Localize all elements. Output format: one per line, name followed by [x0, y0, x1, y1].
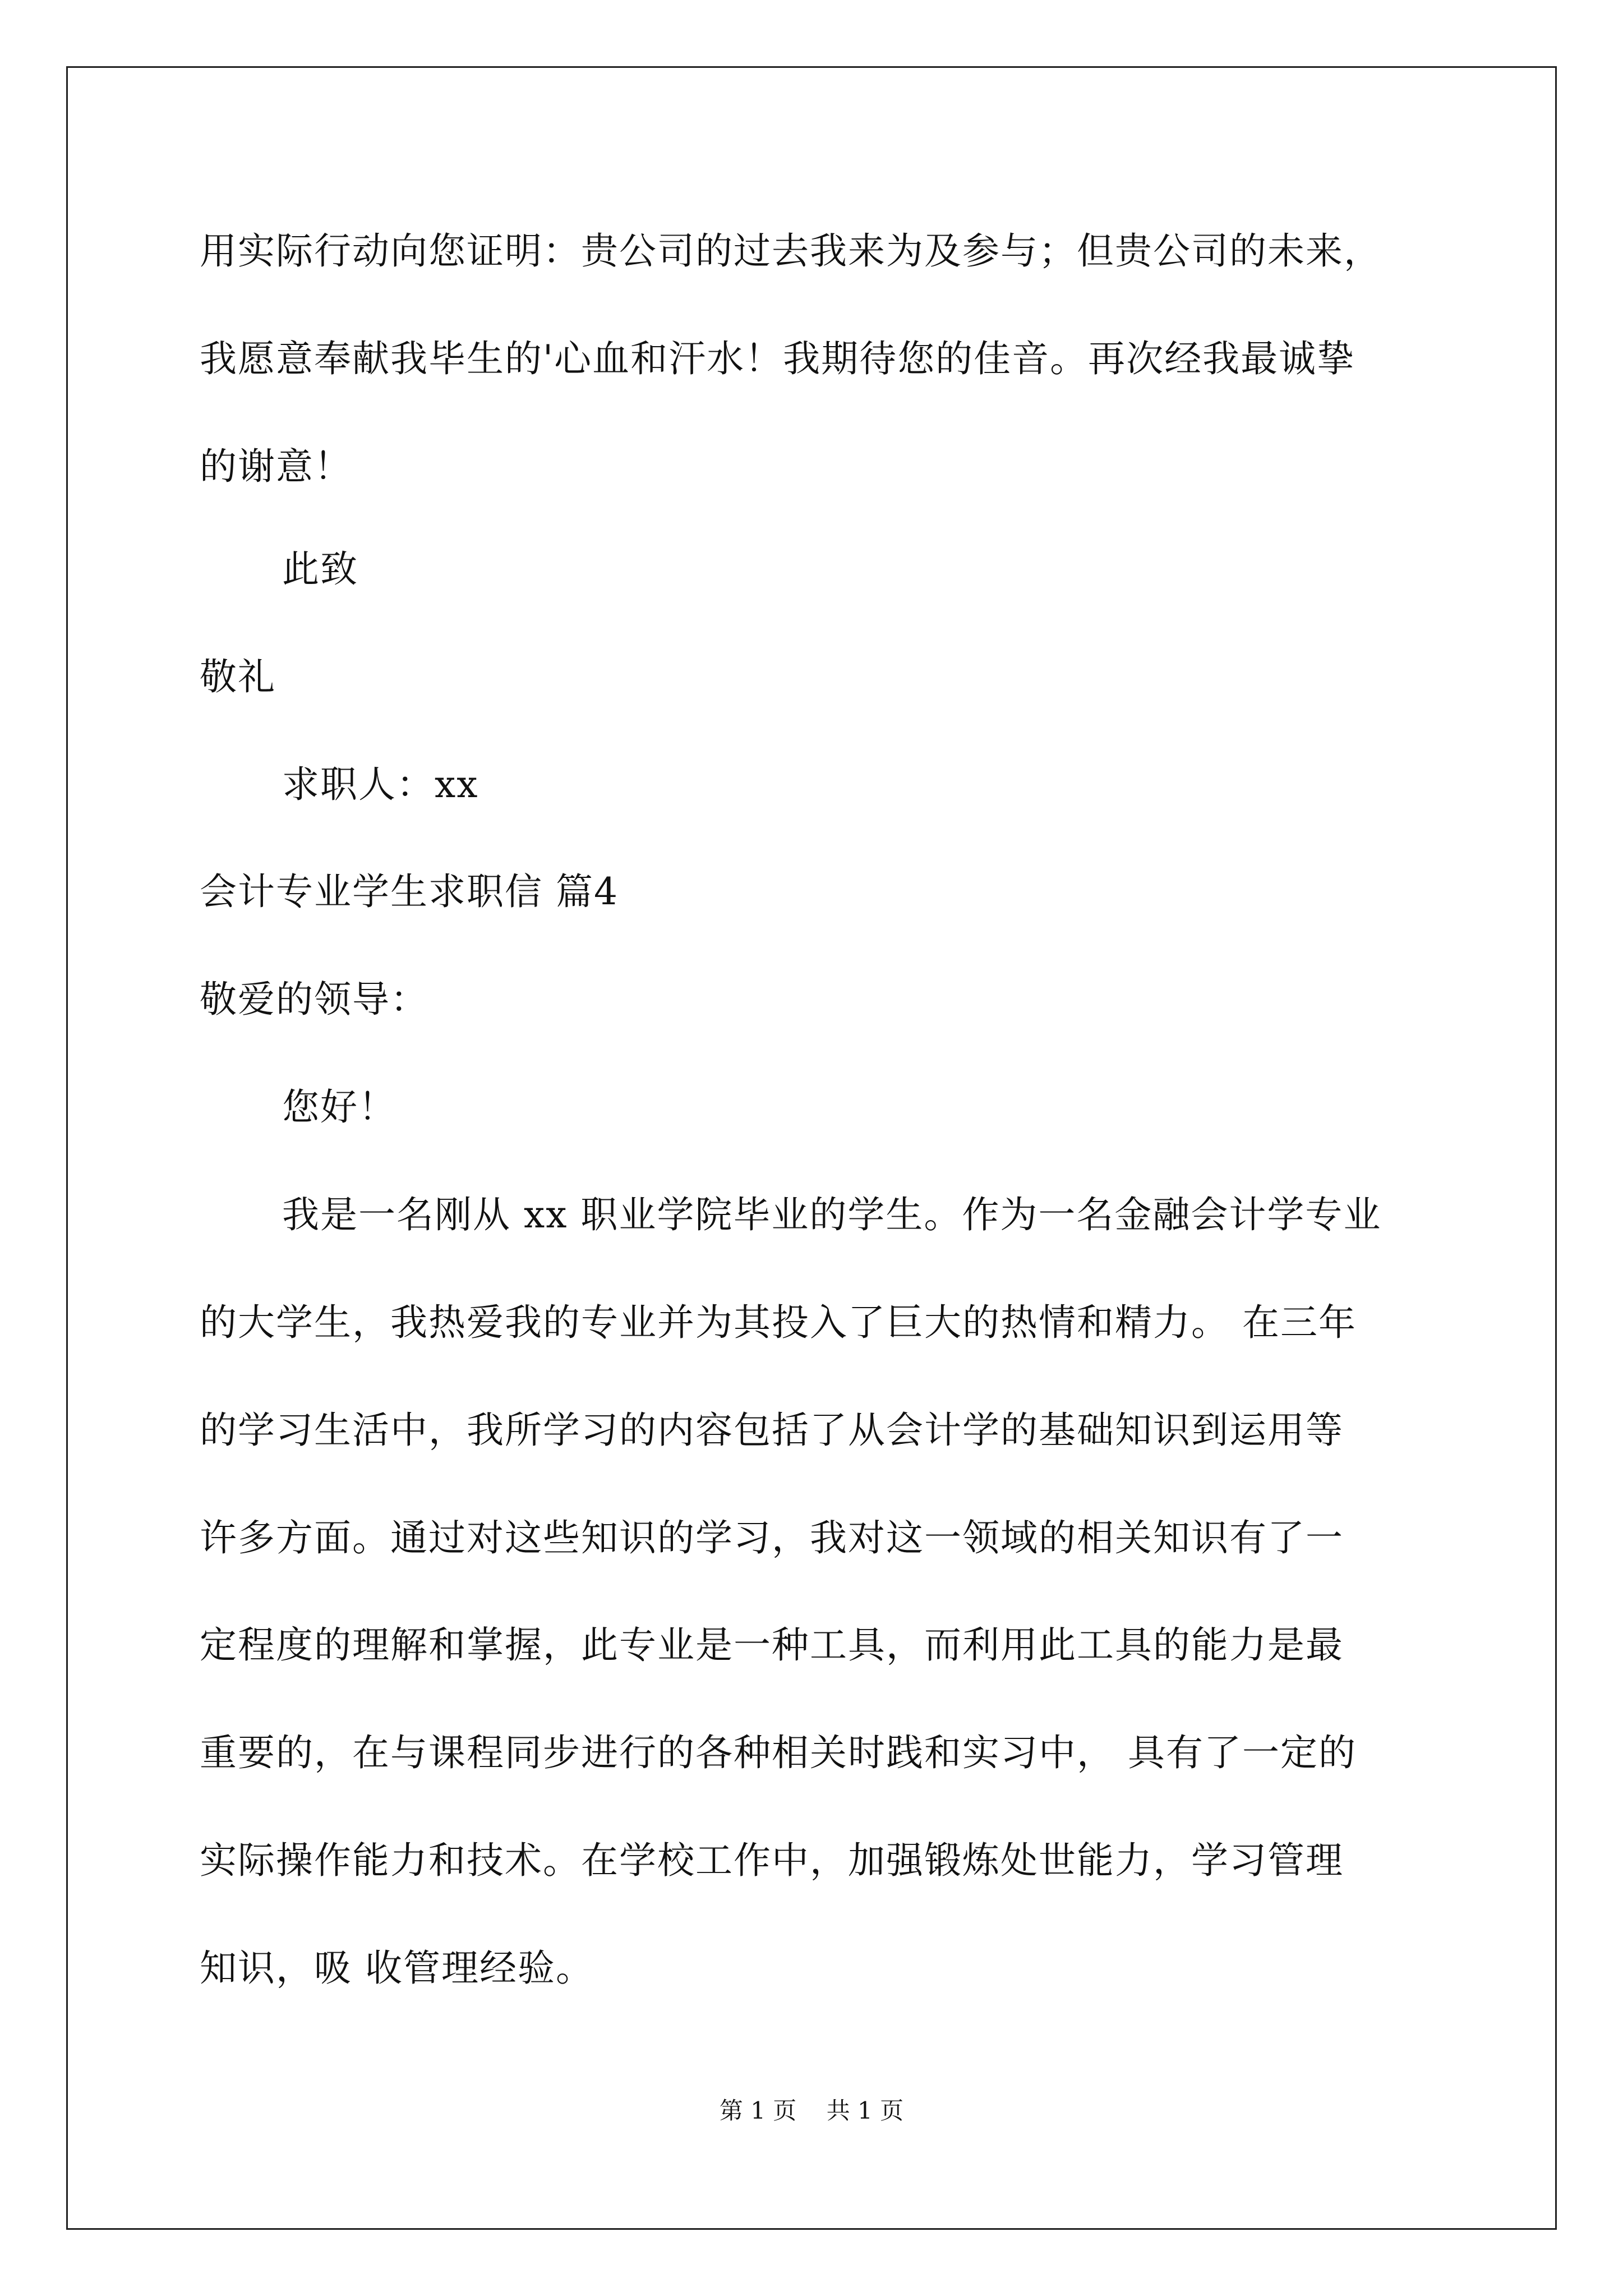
text-line: 许多方面。通过对这些知识的学习，我对这一领域的相关知识有了一 — [200, 1516, 1344, 1559]
text-line: 定程度的理解和掌握，此专业是一种工具，而利用此工具的能力是最 — [200, 1623, 1344, 1667]
text-line: 重要的，在与课程同步进行的各种相关时践和实习中， 具有了一定的 — [200, 1731, 1357, 1774]
closing-regards: 敬礼 — [200, 655, 276, 698]
signature-line: 求职人：xx — [282, 763, 479, 806]
text-line: 用实际行动向您证明：贵公司的过去我来为及参与；但贵公司的未来， — [200, 229, 1382, 273]
closing-salutation: 此致 — [282, 547, 358, 591]
text-line: 实际操作能力和技术。在学校工作中，加强锻炼处世能力，学习管理 — [200, 1839, 1344, 1882]
page-number-footer: 第 1 页 共 1 页 — [719, 2097, 904, 2124]
text-line: 的谢意！ — [200, 445, 352, 488]
text-line: 的学习生活中，我所学习的内容包括了从会计学的基础知识到运用等 — [200, 1409, 1344, 1452]
greeting-hello: 您好！ — [282, 1085, 396, 1129]
text-line: 的大学生，我热爱我的专业并为其投入了巨大的热情和精力。 在三年 — [200, 1301, 1357, 1344]
greeting: 敬爱的领导： — [200, 978, 428, 1021]
text-line: 我是一名刚从 xx 职业学院毕业的学生。作为一名金融会计学专业 — [282, 1193, 1382, 1236]
page-border — [66, 66, 1557, 2230]
section-heading: 会计专业学生求职信 篇4 — [200, 870, 619, 913]
text-line: 我愿意奉献我毕生的'心血和汗水！我期待您的佳音。再次经我最诚挚 — [200, 337, 1355, 380]
text-line: 知识，吸 收管理经验。 — [200, 1947, 594, 1990]
